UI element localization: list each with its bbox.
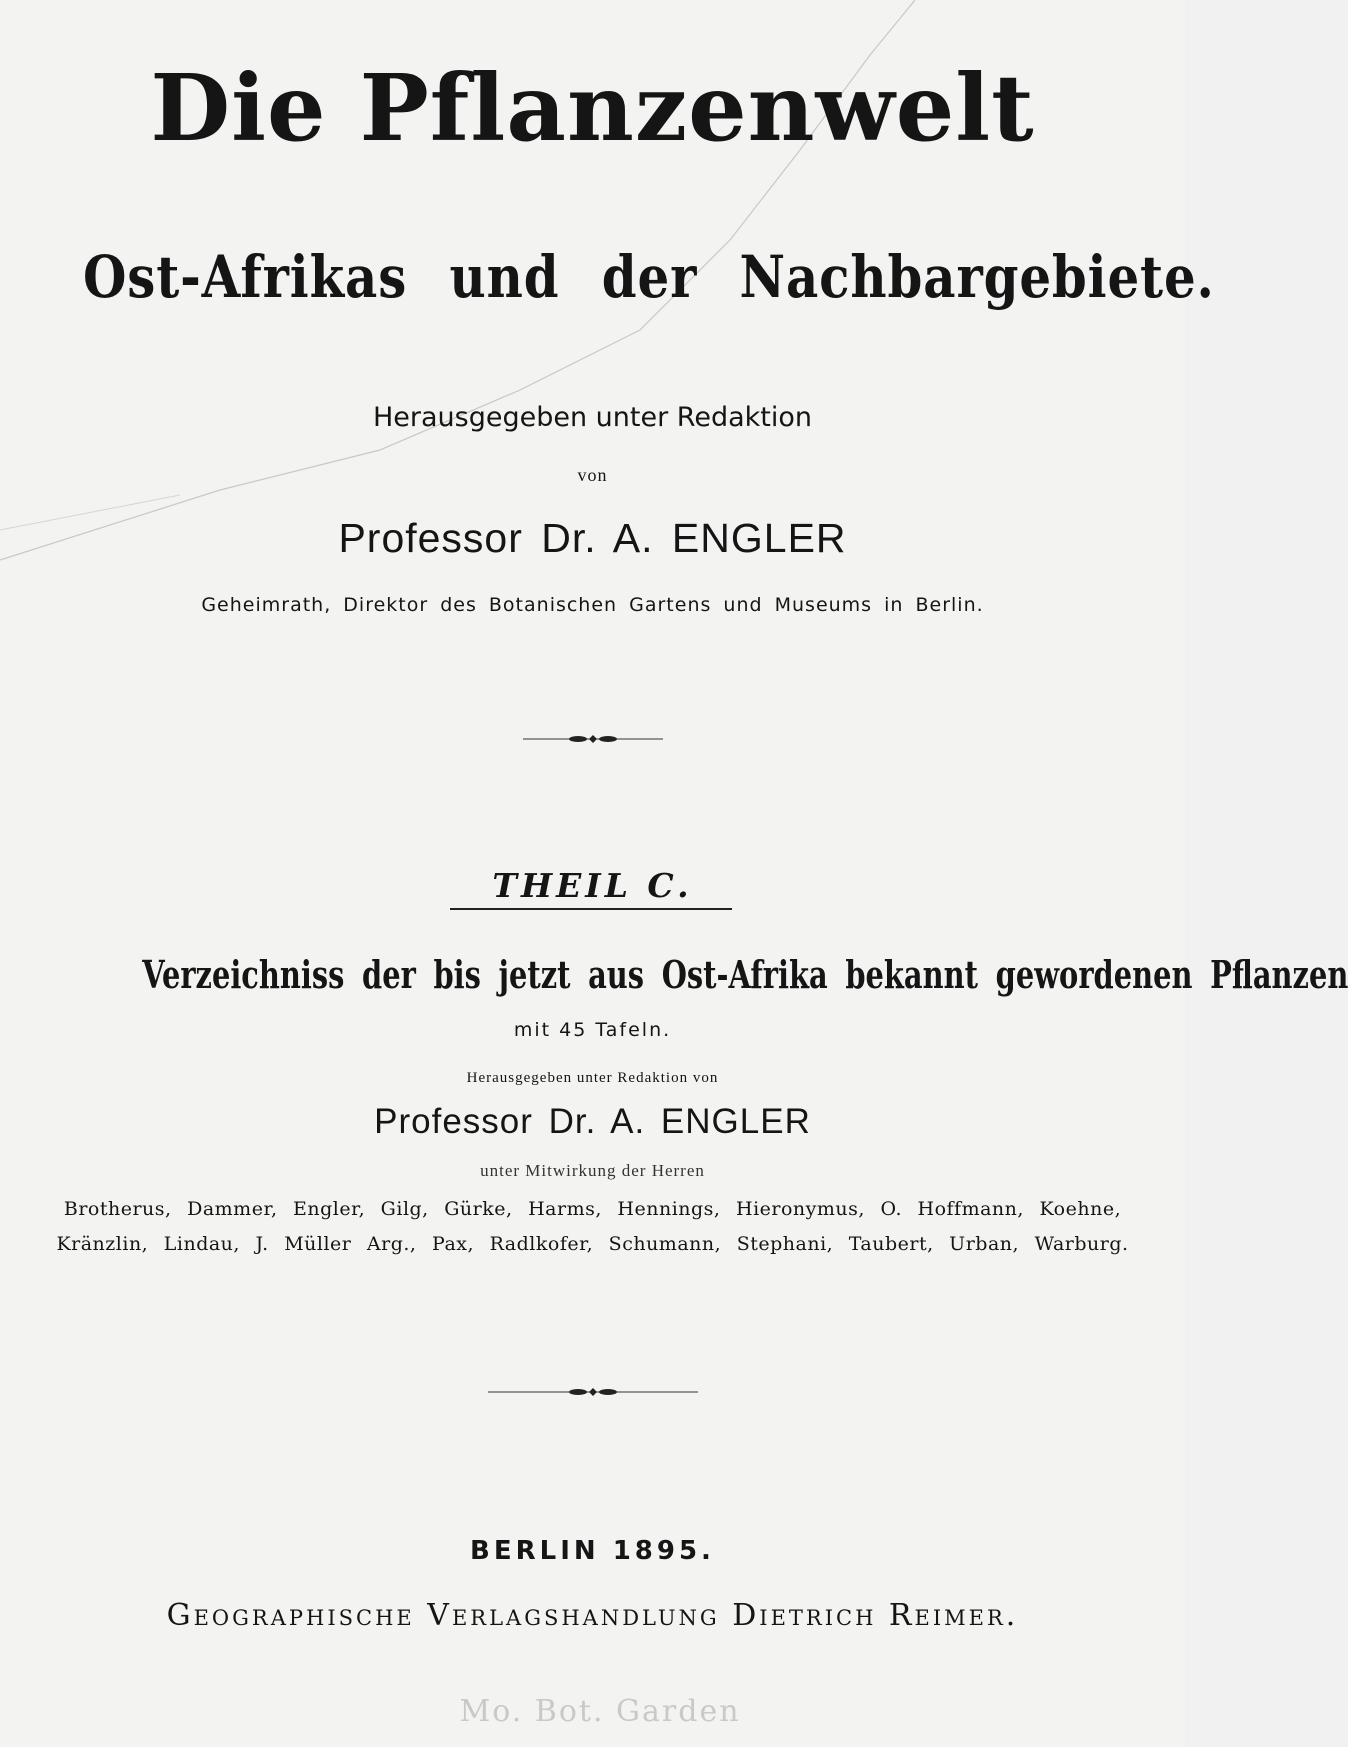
edited-by-line: Herausgegeben unter Redaktion bbox=[373, 402, 812, 433]
contributors-line: Kränzlin, Lindau, J. Müller Arg., Pax, Radlkofer, Schumann, Stephani, Taubert, Urban, Warburg. bbox=[56, 1233, 1129, 1255]
editor-name: Professor Dr. A. ENGLER bbox=[338, 515, 847, 561]
edited-by-line-2: Herausgegeben unter Redaktion von bbox=[466, 1070, 719, 1086]
editor-name-2: Professor Dr. A. ENGLER bbox=[374, 1102, 811, 1141]
ornament-divider bbox=[0, 732, 1185, 746]
book-title: Die Pflanzenwelt bbox=[150, 54, 1035, 162]
publisher-name: Geographische Verlagshandlung Dietrich Reimer. bbox=[166, 1598, 1019, 1633]
von-line: von bbox=[577, 465, 608, 485]
ornament-divider bbox=[0, 1385, 1185, 1399]
book-subtitle: Ost-Afrikas und der Nachbargebiete. bbox=[82, 243, 1215, 311]
library-stamp: Mo. Bot. Garden bbox=[459, 1694, 741, 1729]
collaboration-line: unter Mitwirkung der Herren bbox=[480, 1161, 705, 1180]
part-title: THEIL C. bbox=[492, 866, 693, 905]
part-description: Verzeichniss der bis jetzt aus Ost-Afrika bekannt gewordenen Pflanzen bbox=[142, 952, 1348, 997]
contributors-line: Brotherus, Dammer, Engler, Gilg, Gürke, Harms, Hennings, Hieronymus, O. Hoffmann, Koehne, bbox=[63, 1198, 1122, 1220]
part-title-underline bbox=[450, 908, 732, 910]
editor-affiliation: Geheimrath, Direktor des Botanischen Gartens und Museums in Berlin. bbox=[201, 594, 984, 616]
imprint-city-year: BERLIN 1895. bbox=[470, 1536, 715, 1566]
plates-count: mit 45 Tafeln. bbox=[513, 1019, 672, 1041]
